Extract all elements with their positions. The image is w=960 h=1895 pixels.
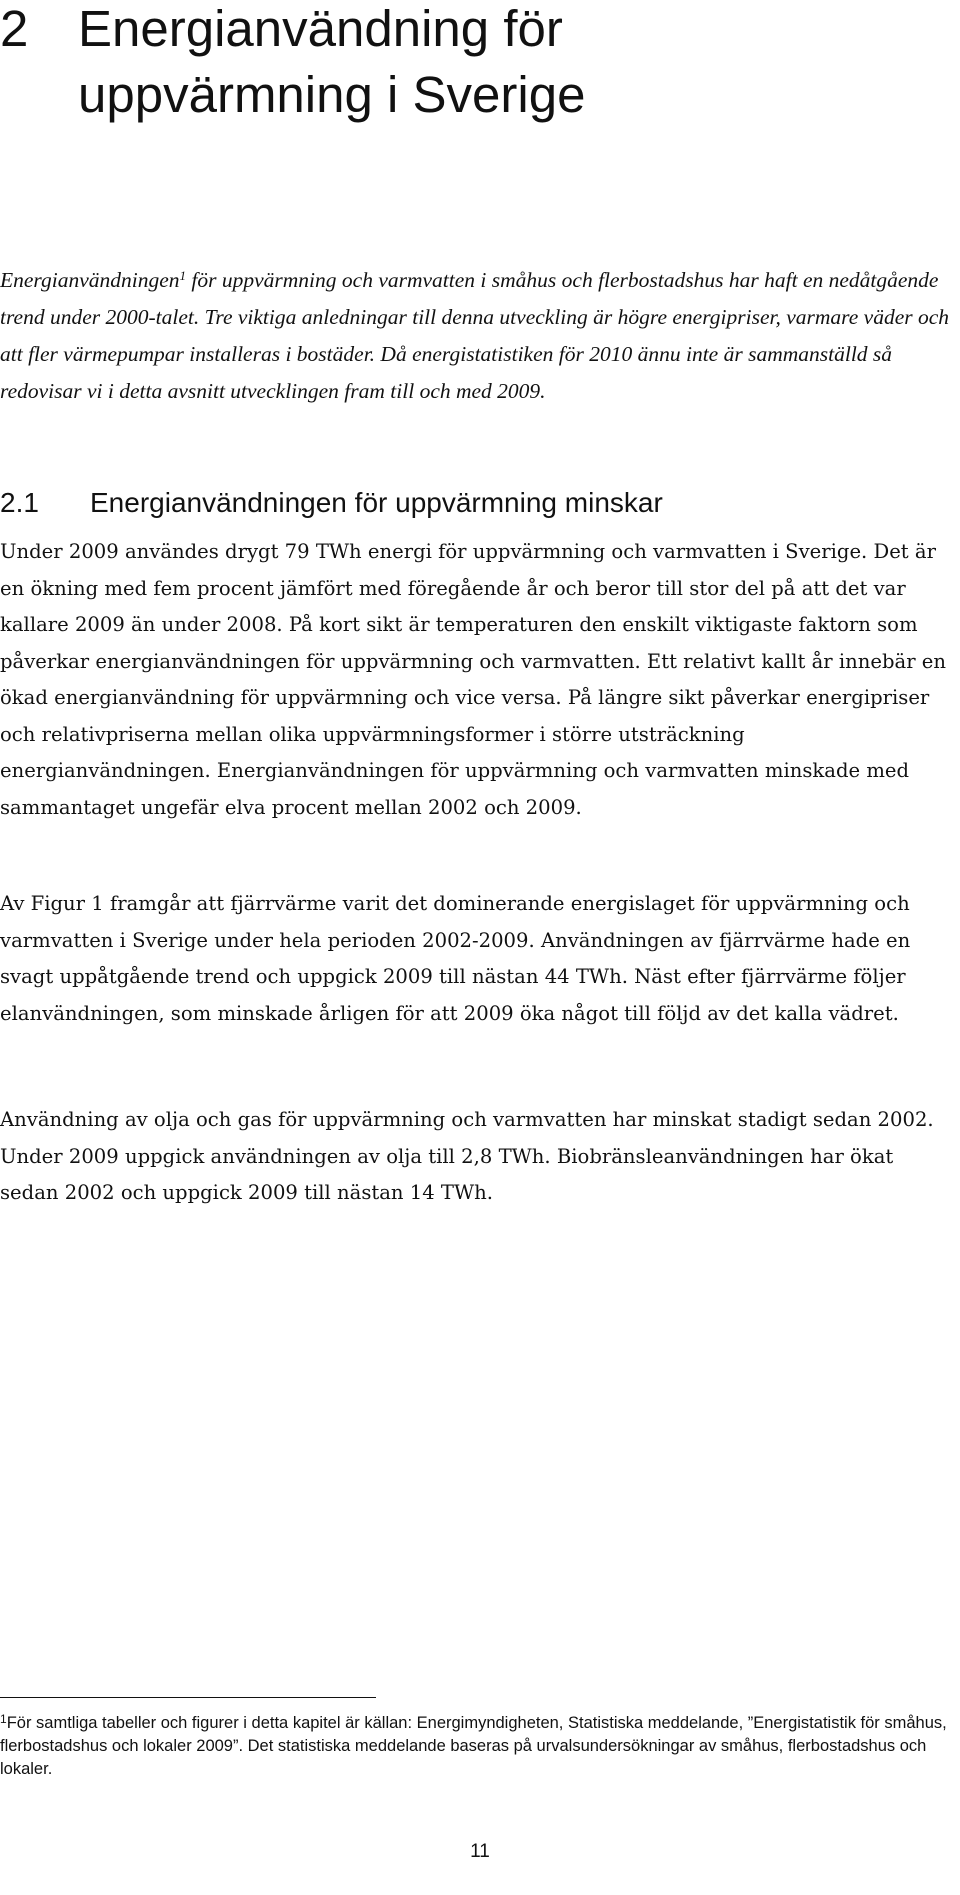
chapter-title-line-1: Energianvändning för [78, 0, 563, 57]
intro-text: för uppvärmning och varmvatten i småhus och flerbostadshus har haft en nedåtgående trend under 2000-talet. Tre viktiga anledningar till denna utveckling är högre energipriser, varmare väder och att fler värmepumpar installeras i bostäder. Då energistatistiken för 2010 ännu inte är sammanställd så redovisar vi i detta avsnitt utvecklingen fram till och med 2009. [0, 268, 950, 403]
footnote-reference[interactable]: 1 [179, 268, 187, 283]
body-paragraph-1: Under 2009 användes drygt 79 TWh energi för uppvärmning och varmvatten i Sverige. Det är en ökning med fem procent jämfört med föregående år och beror till stor del på att det var kallare 2009 än under 2008. På kort sikt är temperaturen den enskilt viktigaste faktorn som påverkar energianvändningen för uppvärmning och varmvatten. Ett relativt kallt år innebär en ökad energianvändning för uppvärmning och vice versa. På längre sikt påverkar energipriser och relativpriserna mellan olika uppvärmningsformer i större utsträckning energianvändningen. Energianvändningen för uppvärmning och varmvatten minskade med sammantaget ungefär elva procent mellan 2002 och 2009. [0, 540, 947, 819]
footnote-marker: 1 [0, 1712, 7, 1726]
page-number: 11 [470, 1841, 490, 1862]
intro-paragraph [0, 262, 950, 410]
chapter-title-line-2: uppvärmning i Sverige [78, 66, 586, 123]
body-paragraph-2: Av Figur 1 framgår att fjärrvärme varit det dominerande energislaget för uppvärmning och varmvatten i Sverige under hela perioden 2002-2009. Användningen av fjärrvärme hade en svagt uppåtgående trend och uppgick 2009 till nästan 44 TWh. Näst efter fjärrvärme följer elanvändningen, som minskade årligen för att 2009 öka något till följd av det kalla vädret. [0, 892, 911, 1025]
footnote-divider [0, 1697, 376, 1698]
footnote-text: För samtliga tabeller och figurer i detta kapitel är källan: Energimyndigheten, Statistiska meddelande, ”Energistatistik för småhus, flerbostadshus och lokaler 2009”. Det statistiska meddelande baseras på urvalsundersökningar av småhus, flerbostadshus och lokaler. [0, 1714, 947, 1778]
chapter-number: 2 [0, 0, 29, 57]
section-title: Energianvändningen för uppvärmning minskar [90, 487, 663, 518]
chapter-title [0, 0, 950, 128]
intro-lead: Energianvändningen [0, 268, 180, 292]
footnote [0, 1712, 950, 1781]
section-heading [0, 485, 950, 521]
body-paragraph-3: Användning av olja och gas för uppvärmning och varmvatten har minskat stadigt sedan 2002. Under 2009 uppgick användningen av olja till 2,8 TWh. Biobränsleanvändningen har ökat sedan 2002 och uppgick 2009 till nästan 14 TWh. [0, 1108, 934, 1204]
section-number: 2.1 [0, 487, 39, 518]
